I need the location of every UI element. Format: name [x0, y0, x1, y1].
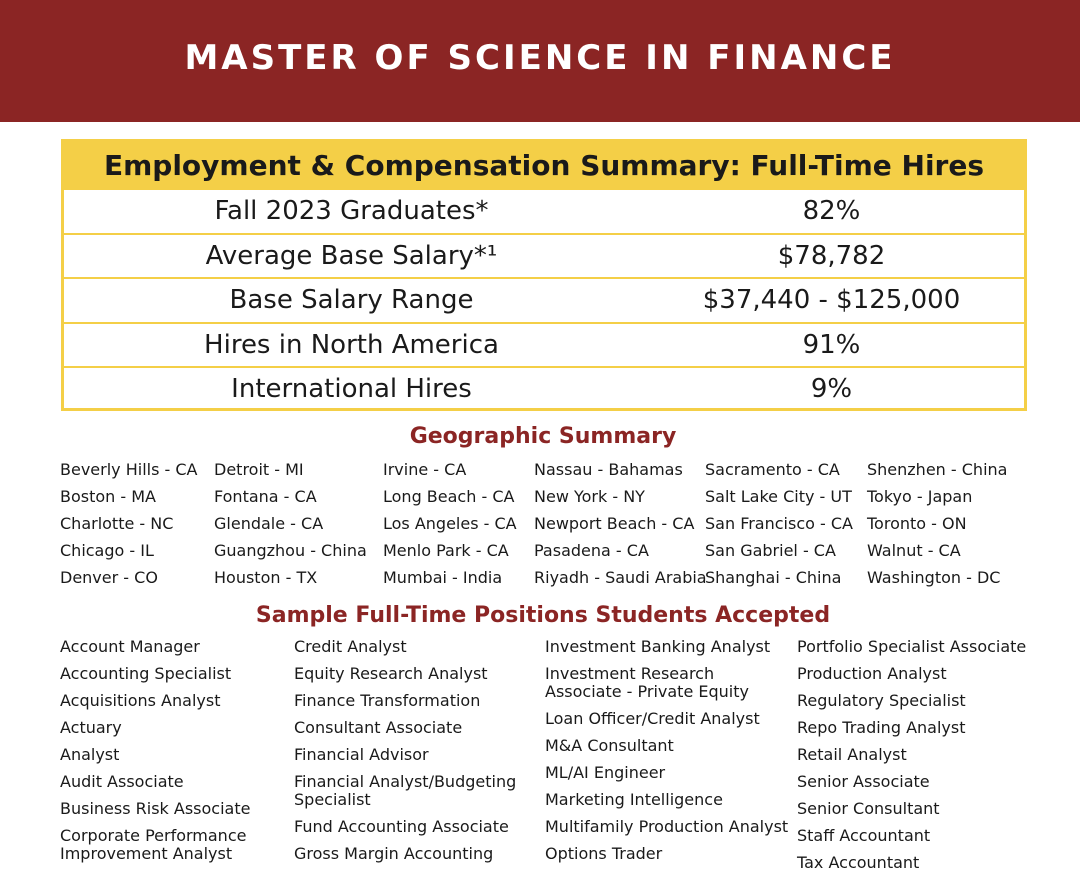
position-item: Production Analyst: [797, 664, 947, 683]
location-item: San Gabriel - CA: [705, 541, 836, 560]
location-item: Los Angeles - CA: [383, 514, 517, 533]
page-title: MASTER OF SCIENCE IN FINANCE: [184, 38, 896, 78]
geo-column: [214, 460, 367, 595]
position-item: Financial Analyst/Budgeting Specialist: [294, 772, 517, 809]
geo-column: [705, 460, 853, 595]
position-item: Regulatory Specialist: [797, 691, 966, 710]
position-item: Financial Advisor: [294, 745, 429, 764]
location-item: Denver - CO: [60, 568, 158, 587]
position-item: Portfolio Specialist Associate: [797, 637, 1027, 656]
summary-row: [64, 277, 1024, 322]
position-item: Acquisitions Analyst: [60, 691, 221, 710]
geo-column: [383, 460, 517, 595]
position-item: Staff Accountant: [797, 826, 931, 845]
location-item: Washington - DC: [867, 568, 1001, 587]
location-item: Walnut - CA: [867, 541, 961, 560]
location-item: Irvine - CA: [383, 460, 467, 479]
summary-row: [64, 233, 1024, 278]
position-item: Equity Research Analyst: [294, 664, 488, 683]
location-item: Chicago - IL: [60, 541, 154, 560]
summary-row-value: 9%: [810, 374, 853, 405]
positions-title: Sample Full-Time Positions Students Accepted: [255, 603, 831, 628]
summary-row: [64, 322, 1024, 367]
geo-column: [867, 460, 1007, 595]
position-item: Retail Analyst: [797, 745, 907, 764]
location-item: New York - NY: [534, 487, 645, 506]
location-item: Glendale - CA: [214, 514, 324, 533]
position-item: Investment Banking Analyst: [545, 637, 771, 656]
employment-summary-table: [61, 139, 1027, 411]
location-item: Pasadena - CA: [534, 541, 649, 560]
location-item: Newport Beach - CA: [534, 514, 695, 533]
positions-column: [60, 638, 250, 872]
location-item: Nassau - Bahamas: [534, 460, 683, 479]
geographic-summary-title: Geographic Summary: [409, 424, 677, 449]
location-item: Riyadh - Saudi Arabia: [534, 568, 707, 587]
position-item: Consultant Associate: [294, 718, 463, 737]
location-item: Menlo Park - CA: [383, 541, 509, 560]
summary-row-value: $78,782: [777, 240, 886, 271]
location-item: Mumbai - India: [383, 568, 503, 587]
position-item: Finance Transformation: [294, 691, 481, 710]
position-item: Tax Accountant: [797, 853, 920, 872]
location-item: Houston - TX: [214, 568, 318, 587]
position-item: Repo Trading Analyst: [797, 718, 966, 737]
position-item: Senior Consultant: [797, 799, 940, 818]
position-item: Account Manager: [60, 637, 200, 656]
summary-row-label: International Hires: [231, 374, 472, 405]
summary-row: [64, 188, 1024, 233]
location-item: Charlotte - NC: [60, 514, 174, 533]
position-item: Business Risk Associate: [60, 799, 251, 818]
position-item: Corporate Performance Improvement Analyst: [60, 826, 247, 863]
location-item: Tokyo - Japan: [867, 487, 973, 506]
location-item: Salt Lake City - UT: [705, 487, 852, 506]
position-item: M&A Consultant: [545, 736, 674, 755]
location-item: Beverly Hills - CA: [60, 460, 198, 479]
location-item: Sacramento - CA: [705, 460, 840, 479]
location-item: Long Beach - CA: [383, 487, 515, 506]
position-item: Senior Associate: [797, 772, 930, 791]
position-item: Loan Officer/Credit Analyst: [545, 709, 760, 728]
summary-row: [64, 366, 1024, 411]
location-item: San Francisco - CA: [705, 514, 853, 533]
summary-row-value: $37,440 - $125,000: [702, 285, 961, 316]
position-item: Fund Accounting Associate: [294, 817, 509, 836]
position-item: Actuary: [60, 718, 122, 737]
positions-column: [797, 638, 1026, 881]
positions-column: [545, 638, 788, 872]
geo-column: [534, 460, 707, 595]
location-item: Guangzhou - China: [214, 541, 367, 560]
location-item: Boston - MA: [60, 487, 156, 506]
summary-row-value: 82%: [802, 196, 861, 227]
location-item: Shenzhen - China: [867, 460, 1008, 479]
location-item: Fontana - CA: [214, 487, 317, 506]
summary-row-label: Hires in North America: [204, 329, 499, 360]
position-item: Credit Analyst: [294, 637, 407, 656]
location-item: Toronto - ON: [867, 514, 967, 533]
location-item: Shanghai - China: [705, 568, 842, 587]
position-item: Investment Research Associate - Private Equity: [545, 664, 749, 701]
position-item: Analyst: [60, 745, 120, 764]
position-item: Options Trader: [545, 844, 663, 863]
summary-table-title: Employment & Compensation Summary: Full-Time Hires: [64, 142, 1024, 188]
geo-column: [60, 460, 197, 595]
position-item: Audit Associate: [60, 772, 184, 791]
position-item: Gross Margin Accounting: [294, 844, 494, 863]
positions-column: [294, 638, 516, 872]
summary-row-value: 91%: [802, 329, 861, 360]
summary-row-label: Fall 2023 Graduates*: [214, 196, 489, 227]
summary-row-label: Average Base Salary*¹: [205, 240, 498, 271]
header-banner: [0, 0, 1080, 122]
summary-row-label: Base Salary Range: [229, 285, 474, 316]
position-item: ML/AI Engineer: [545, 763, 666, 782]
position-item: Accounting Specialist: [60, 664, 232, 683]
position-item: Multifamily Production Analyst: [545, 817, 789, 836]
position-item: Marketing Intelligence: [545, 790, 723, 809]
location-item: Detroit - MI: [214, 460, 304, 479]
